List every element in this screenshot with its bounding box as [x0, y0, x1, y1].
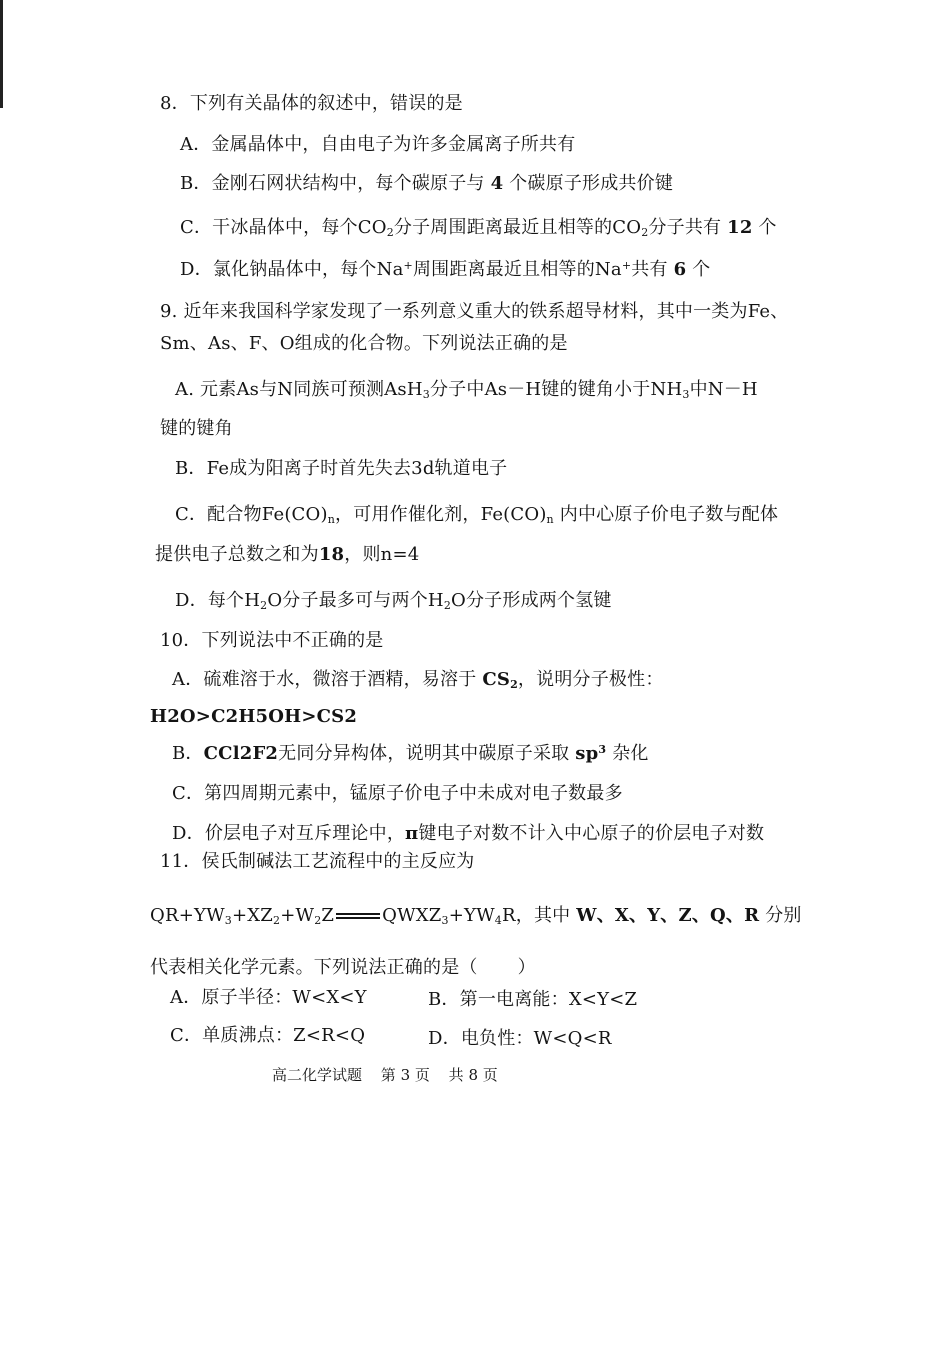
q9-option-c: C．配合物$Fe(CO)_n$，可用作催化剂，$Fe(CO)_n$ 内中心原子价电子数与配体: [175, 504, 779, 526]
q8-stem: 8．下列有关晶体的叙述中，错误的是: [160, 93, 463, 114]
q9-option-c-cont: 提供电子总数之和为18，则n=4: [155, 544, 420, 565]
q9-stem-line2: Sm、As、F、O组成的化合物。下列说法正确的是: [160, 333, 568, 354]
q10-option-c: C．第四周期元素中，锰原子价电子中未成对电子数最多: [172, 783, 623, 804]
equals-arrow-icon: [336, 912, 380, 920]
q11-option-c: C．单质沸点：Z<R<Q: [170, 1025, 366, 1046]
q9-option-a-cont: 键的键角: [160, 418, 233, 439]
q11-option-a: A．原子半径：W<X<Y: [170, 987, 367, 1008]
q10-stem: 10．下列说法中不正确的是: [160, 630, 384, 651]
q10-option-a: A．硫难溶于水，微溶于酒精，易溶于 $CS_2$，说明分子极性：: [172, 669, 664, 691]
q11-option-d: D．电负性：W<Q<R: [428, 1028, 612, 1049]
scan-edge: [0, 0, 3, 108]
q9-option-b: B．Fe成为阳离子时首先失去3d轨道电子: [175, 458, 508, 479]
footer-page: 第 3 页: [380, 1066, 430, 1084]
page-footer: [272, 1065, 512, 1085]
q9-option-d: D．每个$H_2O$分子最多可与两个$H_2O$分子形成两个氢键: [175, 590, 612, 612]
q9-option-a: A. 元素As与N同族可预测AsH$_3$分子中As－H键的键角小于$NH_3$中N－H: [175, 379, 758, 401]
q8-option-a: A．金属晶体中，自由电子为许多金属离子所共有: [180, 134, 576, 155]
q8-option-c: C．干冰晶体中，每个$CO_2$分子周围距离最近且相等的$CO_2$分子共有 12 个: [180, 217, 777, 239]
footer-total: 共 8 页: [448, 1066, 498, 1084]
footer-subject: 高二化学试题: [272, 1066, 363, 1084]
q8-option-b: B．金刚石网状结构中，每个碳原子与 4 个碳原子形成共价键: [180, 173, 674, 194]
q10-option-d: D．价层电子对互斥理论中，π键电子对数不计入中心原子的价层电子对数: [172, 823, 765, 844]
q9-stem-line1: 9. 近年来我国科学家发现了一系列意义重大的铁系超导材料，其中一类为Fe、: [160, 301, 789, 322]
q11-stem-line3: 代表相关化学元素。下列说法正确的是（ ）: [150, 957, 536, 978]
q8-option-d: D．氯化钠晶体中，每个Na+周围距离最近且相等的Na+共有 6 个: [180, 259, 711, 280]
q11-equation: $QR+YW_3+XZ_2+W_2Z$ $QWXZ_3+YW_4R$，其中 W、X、Y、Z、Q、R 分别: [150, 905, 802, 927]
q11-stem: 11．侯氏制碱法工艺流程中的主反应为: [160, 851, 475, 872]
q10-option-b: B．CCl2F2无同分异构体，说明其中碳原子采取 $sp^3$ 杂化: [172, 743, 649, 764]
q10-option-a-cont: H2O>C2H5OH>CS2: [150, 706, 358, 727]
q11-option-b: B．第一电离能：X<Y<Z: [428, 989, 638, 1010]
